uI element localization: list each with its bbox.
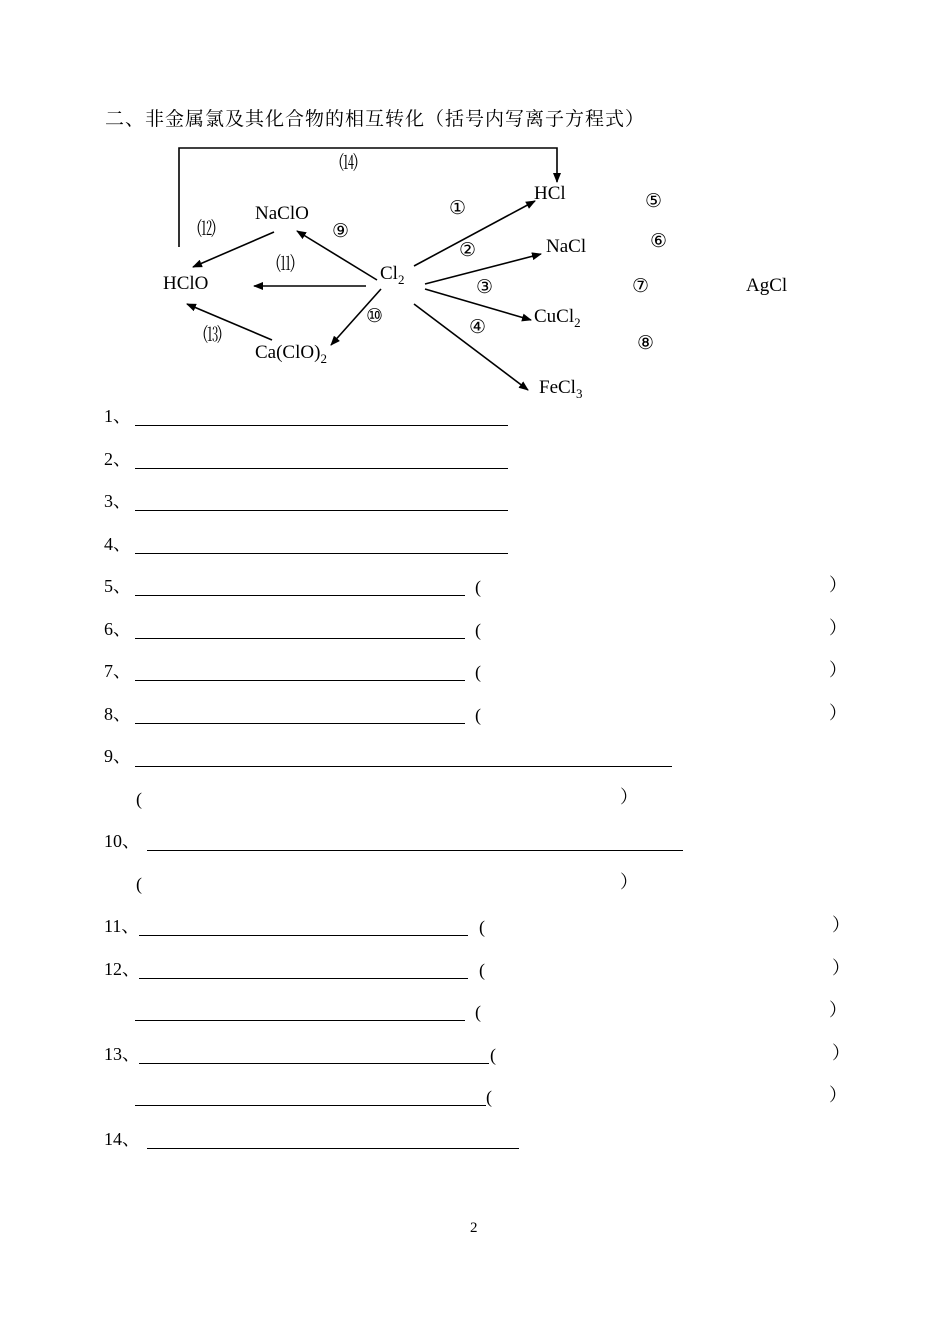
species-cl2: $Cl_2$ [380,263,405,287]
ionic-close-paren: ） [832,958,850,978]
answer-line[interactable] [139,978,468,979]
ionic-open-paren: ( [136,874,142,894]
ionic-close-paren: ） [829,703,847,723]
reaction-number-9: ⑨ [332,220,350,242]
answer-line[interactable] [135,638,465,639]
ionic-open-paren: ( [475,705,481,725]
ionic-close-paren: ） [829,575,847,595]
species-fecl3: FeCl$_3$ [539,377,583,401]
ionic-open-paren: ( [475,662,481,682]
answer-line[interactable] [135,1020,465,1021]
ionic-close-paren: ） [829,618,847,638]
conversion-diagram [0,0,950,420]
answer-line[interactable] [135,510,508,511]
ionic-open-paren: ( [490,1045,496,1065]
reaction-number-2: ② [459,239,477,261]
ionic-close-paren: ） [829,660,847,680]
species-cucl2: CuCl$_2$ [534,306,581,330]
reaction-number-7: ⑦ [632,275,650,297]
row-label: 5、 [104,576,131,596]
reaction-number-3: ③ [476,276,494,298]
row-label: 4、 [104,534,131,554]
ionic-close-paren: ） [829,1000,847,1020]
answer-line[interactable] [135,680,465,681]
ionic-open-paren: ( [475,620,481,640]
answer-line[interactable] [147,850,683,851]
row-label: 1、 [104,406,131,426]
answer-line[interactable] [135,723,465,724]
ionic-close-paren: ） [620,872,638,892]
species-nacl: NaCl [546,236,587,257]
row-label: 7、 [104,661,131,681]
answer-line[interactable] [147,1148,519,1149]
answer-line[interactable] [135,1105,486,1106]
ionic-open-paren: ( [475,1002,481,1022]
reaction-number-10: ⑩ [366,305,384,327]
section-title: 二、非金属氯及其化合物的相互转化（括号内写离子方程式） [105,108,646,130]
reaction-number-4: ④ [469,316,487,338]
ionic-open-paren: ( [486,1087,492,1107]
reaction-number-8: ⑧ [637,332,655,354]
species-hcl: HCl [534,183,566,204]
reaction-number-14: ⒁ [339,152,359,174]
answer-line[interactable] [139,1063,489,1064]
answer-line[interactable] [139,935,468,936]
species-agcl: AgCl [746,275,788,296]
reaction-number-13: ⒀ [203,324,223,346]
row-label: 3、 [104,491,131,511]
species-caclo2: $Ca(ClO)_2$ [255,342,327,366]
answer-line[interactable] [135,766,672,767]
ionic-close-paren: ） [832,915,850,935]
arrow-14 [179,148,557,247]
reaction-number-5: ⑤ [645,190,663,212]
ionic-open-paren: ( [475,577,481,597]
row-label: 11、 [104,916,140,936]
row-label: 13、 [104,1044,140,1064]
row-label: 9、 [104,746,131,766]
answer-line[interactable] [135,553,508,554]
answer-line[interactable] [135,595,465,596]
reaction-number-12: ⑿ [197,218,217,240]
arrow-13 [187,304,272,340]
species-hclo: HClO [163,273,209,294]
species-naclo: NaClO [255,203,309,224]
reaction-number-6: ⑥ [650,230,668,252]
ionic-close-paren: ） [620,787,638,807]
row-label: 6、 [104,619,131,639]
row-label: 8、 [104,704,131,724]
row-label: 10、 [104,831,140,851]
ionic-open-paren: ( [479,917,485,937]
ionic-open-paren: ( [479,960,485,980]
answer-line[interactable] [135,468,508,469]
row-label: 12、 [104,959,140,979]
row-label: 14、 [104,1129,140,1149]
ionic-close-paren: ） [832,1043,850,1063]
ionic-close-paren: ） [829,1085,847,1105]
answer-line[interactable] [135,425,508,426]
reaction-number-1: ① [449,197,467,219]
reaction-number-11: ⑾ [276,253,296,275]
page-number: 2 [470,1220,478,1236]
ionic-open-paren: ( [136,789,142,809]
row-label: 2、 [104,449,131,469]
